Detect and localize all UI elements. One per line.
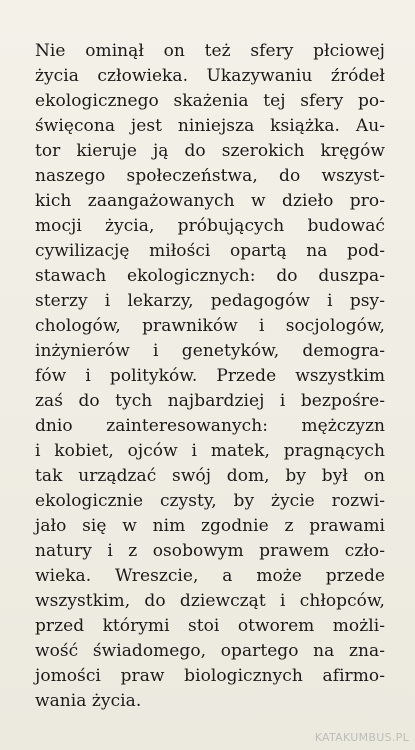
text-line: wszystkim, do dziewcząt i chłopców,: [35, 591, 385, 611]
text-line: ekologicznego skażenia tej sfery po-: [35, 91, 385, 111]
text-line: stawach ekologicznych: do duszpa-: [35, 266, 385, 286]
text-line: zaś do tych najbardziej i bezpośre-: [35, 391, 385, 411]
text-line: wieka. Wreszcie, a może przede: [35, 566, 385, 586]
text-line: jało się w nim zgodnie z prawami: [35, 516, 385, 536]
paragraph: [35, 39, 385, 714]
text-line: ekologicznie czysty, by życie rozwi-: [35, 491, 385, 511]
text-line: chologów, prawników i socjologów,: [35, 316, 385, 336]
watermark: KATAKUMBUS.PL: [314, 731, 409, 744]
text-line: Nie ominął on też sfery płciowej: [35, 41, 385, 61]
text-line: natury i z osobowym prawem czło-: [35, 541, 385, 561]
text-line: kich zaangażowanych w dzieło pro-: [35, 191, 385, 211]
text-line: tak urządzać swój dom, by był on: [35, 466, 385, 486]
text-line: fów i polityków. Przede wszystkim: [35, 366, 385, 386]
text-line: dnio zainteresowanych: mężczyzn: [35, 416, 385, 436]
text-line: życia człowieka. Ukazywaniu źródeł: [35, 66, 385, 86]
text-line: mocji życia, próbujących budować: [35, 216, 385, 236]
text-line: jomości praw biologicznych afirmo-: [35, 666, 385, 686]
text-line: wość świadomego, opartego na zna-: [35, 641, 385, 661]
text-line: przed którymi stoi otworem możli-: [35, 616, 385, 636]
text-line: sterzy i lekarzy, pedagogów i psy-: [35, 291, 385, 311]
text-line: cywilizację miłości opartą na pod-: [35, 241, 385, 261]
text-line: święcona jest niniejsza książka. Au-: [35, 116, 385, 136]
text-line: i kobiet, ojców i matek, pragnących: [35, 441, 385, 461]
text-line: tor kieruje ją do szerokich kręgów: [35, 141, 385, 161]
text-line: inżynierów i genetyków, demogra-: [35, 341, 385, 361]
text-line-last: wania życia.: [35, 691, 142, 711]
text-line: naszego społeczeństwa, do wszyst-: [35, 166, 385, 186]
